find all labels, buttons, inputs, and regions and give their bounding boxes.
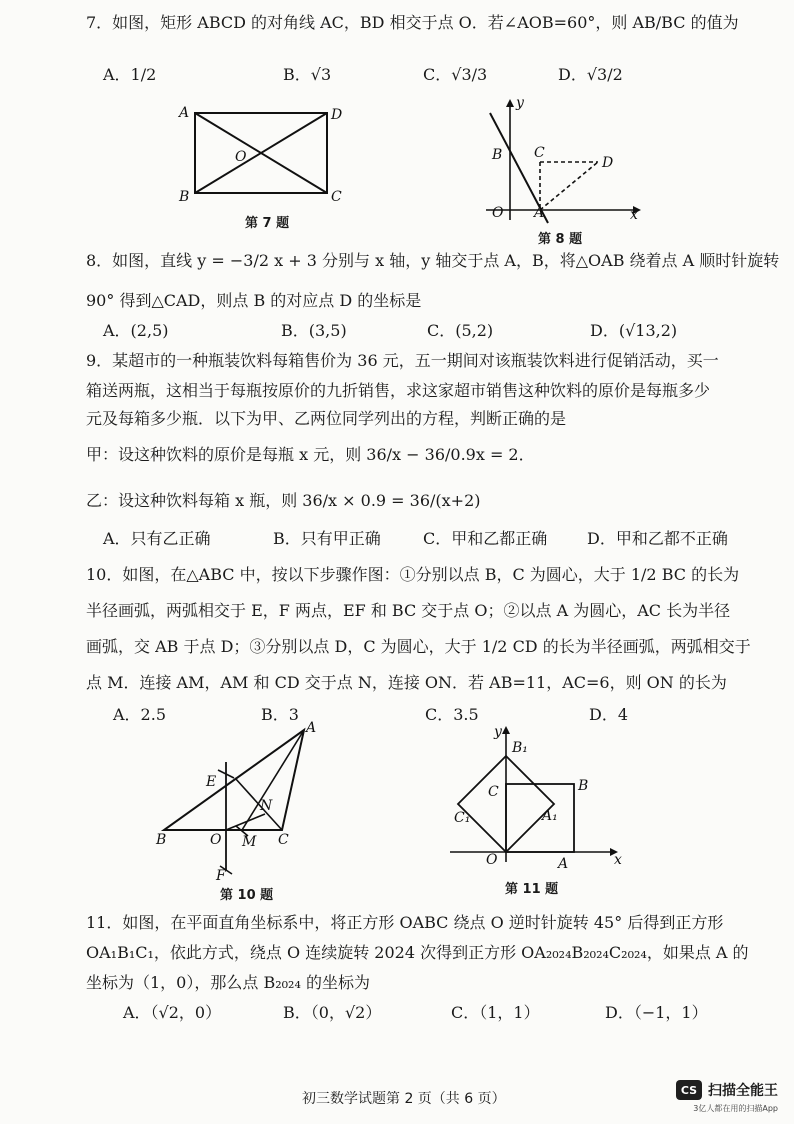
- label-m: M: [242, 834, 257, 850]
- figure-q7: [175, 105, 355, 210]
- figure-q11: [440, 722, 640, 872]
- q8-option-c: C．(5,2): [427, 321, 494, 340]
- label-a: A: [306, 720, 317, 736]
- label-c: C: [331, 189, 342, 205]
- q8-stem-line2: 90° 得到△CAD，则点 B 的对应点 D 的坐标是: [86, 291, 422, 310]
- q9-option-a: A．只有乙正确: [103, 529, 211, 548]
- segment-on: [226, 814, 265, 830]
- label-o: O: [235, 149, 247, 165]
- figure-q8-svg: [480, 95, 650, 230]
- q10-option-b: B．3: [261, 705, 299, 724]
- label-a: A: [179, 105, 190, 121]
- segment-ad: [540, 162, 598, 210]
- caption-q10: 第 10 题: [220, 888, 274, 903]
- q11-option-b: B．（0，√2）: [283, 1003, 382, 1022]
- caption-q8: 第 8 题: [538, 232, 583, 247]
- q7-option-a: A．1/2: [103, 65, 157, 84]
- q7-stem: 7．如图，矩形 ABCD 的对角线 AC，BD 相交于点 O．若∠AOB=60°，则 AB/BC 的值为: [86, 13, 739, 32]
- label-b: B: [578, 778, 589, 794]
- q8-option-b: B．(3,5): [281, 321, 347, 340]
- q9-line2: 箱送两瓶，这相当于每瓶按原价的九折销售，求这家超市销售这种饮料的原价是每瓶多少: [86, 381, 711, 400]
- watermark-name: 扫描全能王: [708, 1083, 778, 1099]
- q9-line3: 元及每箱多少瓶．以下为甲、乙两位同学列出的方程，判断正确的是: [86, 409, 567, 428]
- label-b1: B₁: [512, 740, 528, 756]
- q9-yi-equation: 乙：设这种饮料每箱 x 瓶，则 36/x × 0.9 = 36/(x+2): [86, 491, 481, 510]
- q10-option-c: C．3.5: [425, 705, 479, 724]
- segment-am: [242, 730, 304, 830]
- label-o: O: [486, 852, 498, 868]
- q8-option-d: D．(√13,2): [590, 321, 678, 340]
- watermark-subtitle: 3亿人都在用的扫描App: [693, 1104, 778, 1113]
- q9-option-b: B．只有甲正确: [273, 529, 381, 548]
- q7-option-c: C．√3/3: [423, 65, 488, 84]
- y-axis-arrow: [502, 726, 510, 734]
- label-a: A: [558, 856, 569, 872]
- q10-option-a: A．2.5: [113, 705, 167, 724]
- label-a1: A₁: [542, 808, 558, 824]
- camscanner-logo-icon: CS: [676, 1080, 702, 1100]
- label-y: y: [494, 724, 502, 740]
- label-f: F: [216, 868, 226, 884]
- q7-option-d: D．√3/2: [558, 65, 623, 84]
- y-axis-arrow: [506, 99, 514, 107]
- label-c1: C₁: [454, 810, 471, 826]
- figure-q10-svg: [150, 718, 330, 883]
- caption-q11: 第 11 题: [505, 882, 559, 897]
- q11-line2: OA₁B₁C₁，依此方式，绕点 O 连续旋转 2024 次得到正方形 OA₂₀₂₄B₂₀₂₄C₂₀₂₄，如果点 A 的: [86, 943, 749, 962]
- label-c: C: [278, 832, 289, 848]
- q9-option-c: C．甲和乙都正确: [423, 529, 548, 548]
- label-c: C: [488, 784, 499, 800]
- q10-line3: 画弧，交 AB 于点 D；③分别以点 D，C 为圆心，大于 1/2 CD 的长为半径画弧，两弧相交于: [86, 637, 751, 656]
- q10-line2: 半径画弧，两弧相交于 E，F 两点，EF 和 BC 交于点 O；②以点 A 为圆心，AC 长为半径: [86, 601, 731, 620]
- caption-q7: 第 7 题: [245, 216, 290, 231]
- label-n: N: [260, 798, 273, 814]
- q11-option-a: A．（√2，0）: [123, 1003, 222, 1022]
- label-d: D: [602, 155, 614, 171]
- figure-q10: [150, 718, 330, 883]
- q11-option-c: C．（1，1）: [451, 1003, 540, 1022]
- q11-line3: 坐标为（1，0），那么点 B₂₀₂₄ 的坐标为: [86, 973, 370, 992]
- q11-line1: 11．如图，在平面直角坐标系中，将正方形 OABC 绕点 O 逆时针旋转 45° 后得到正方形: [86, 913, 724, 932]
- label-e: E: [206, 774, 217, 790]
- label-x: x: [614, 852, 622, 868]
- q11-option-d: D．（−1，1）: [605, 1003, 708, 1022]
- q10-option-d: D．4: [589, 705, 629, 724]
- label-b: B: [156, 832, 167, 848]
- label-o: O: [492, 205, 504, 221]
- label-d: D: [331, 107, 343, 123]
- scanner-watermark: [676, 1080, 778, 1100]
- q8-stem-line1: 8．如图，直线 y = −3/2 x + 3 分别与 x 轴，y 轴交于点 A，B，将△OAB 绕着点 A 顺时针旋转: [86, 251, 780, 270]
- label-a: A: [534, 205, 545, 221]
- label-x: x: [630, 207, 638, 223]
- triangle-abc: [164, 730, 304, 830]
- q9-line1: 9．某超市的一种瓶装饮料每箱售价为 36 元，五一期间对该瓶装饮料进行促销活动，买一: [86, 351, 719, 370]
- figure-q7-svg: [175, 105, 355, 210]
- label-b: B: [179, 189, 190, 205]
- q9-jia-equation: 甲：设这种饮料的原价是每瓶 x 元，则 36/x − 36/0.9x = 2．: [86, 445, 535, 464]
- q8-option-a: A．(2,5): [103, 321, 169, 340]
- figure-q8: [480, 95, 650, 230]
- label-o: O: [210, 832, 222, 848]
- figure-q11-svg: [440, 722, 640, 872]
- q10-line1: 10．如图，在△ABC 中，按以下步骤作图：①分别以点 B，C 为圆心，大于 1/2 BC 的长为: [86, 565, 740, 584]
- q7-option-b: B．√3: [283, 65, 332, 84]
- label-c: C: [534, 145, 545, 161]
- label-b: B: [492, 147, 503, 163]
- page-footer: 初三数学试题第 2 页（共 6 页）: [302, 1091, 506, 1107]
- label-y: y: [516, 95, 524, 111]
- q9-option-d: D．甲和乙都不正确: [587, 529, 728, 548]
- q10-line4: 点 M．连接 AM，AM 和 CD 交于点 N，连接 ON．若 AB=11，AC=6，则 ON 的长为: [86, 673, 727, 692]
